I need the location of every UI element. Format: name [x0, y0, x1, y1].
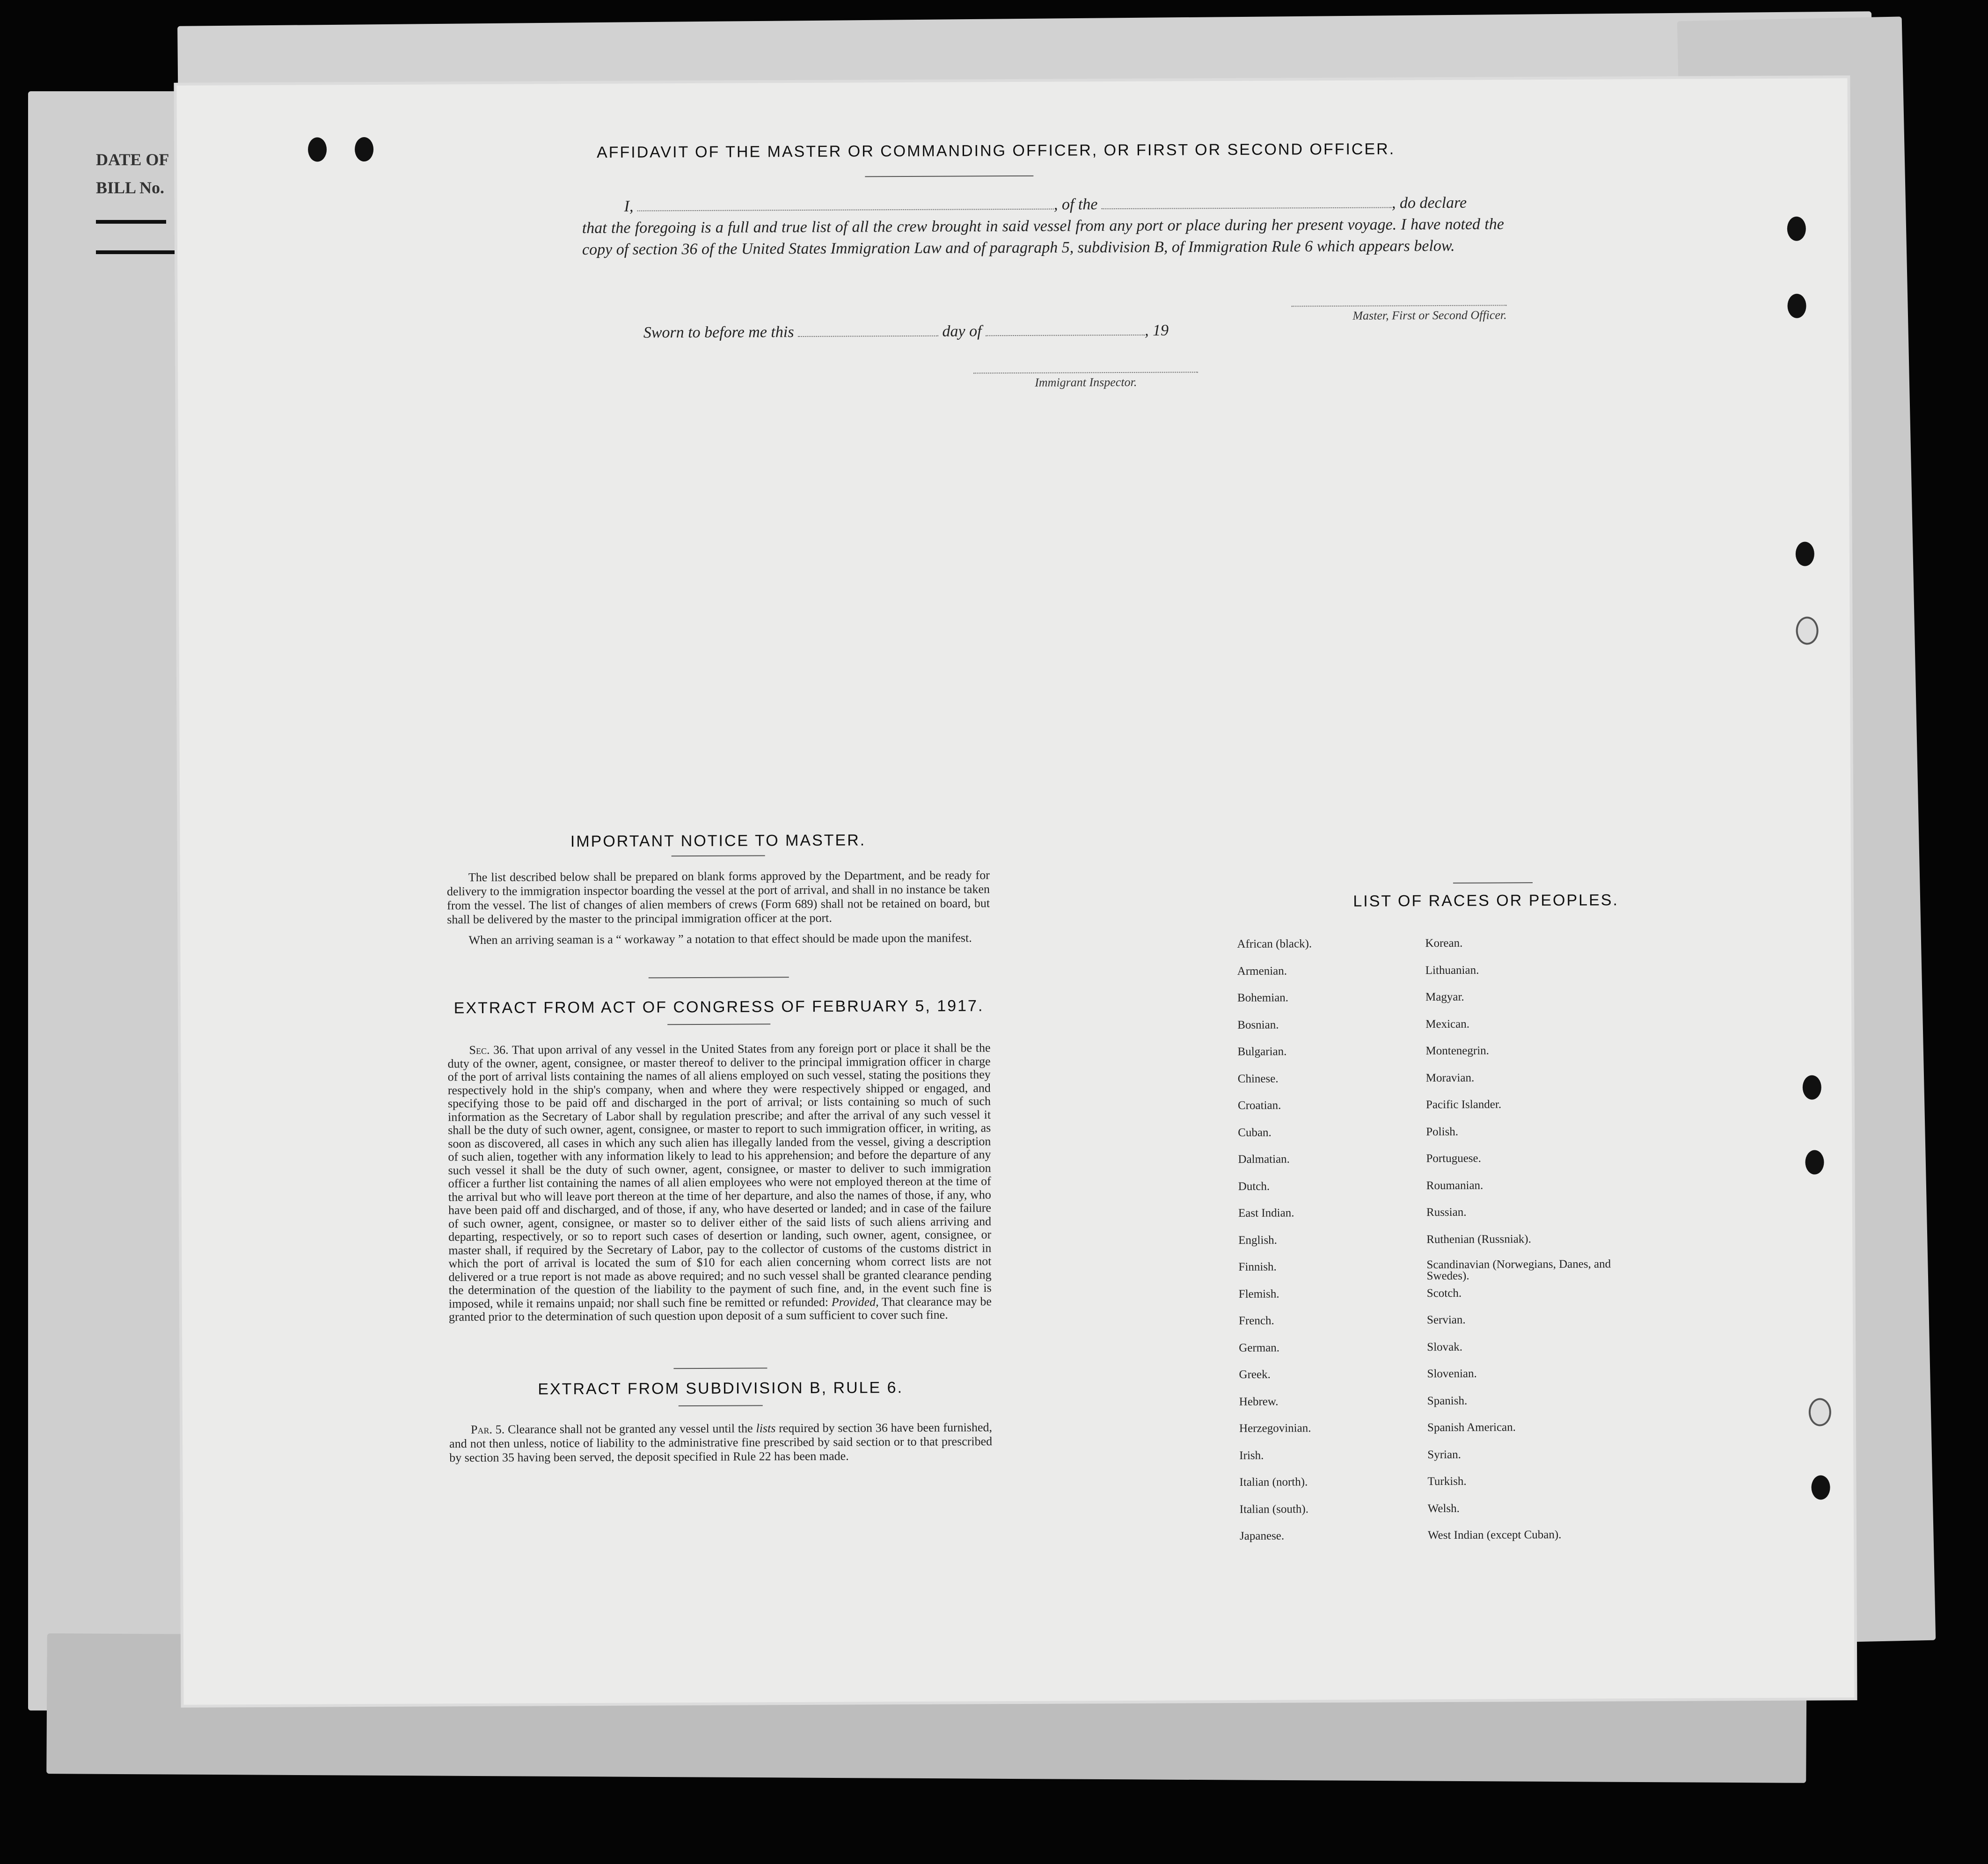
race-item: Italian (north).	[1239, 1476, 1308, 1489]
race-item: Mexican.	[1425, 1017, 1470, 1031]
stub-bill-label: BILL No.	[96, 178, 165, 197]
race-item: Russian.	[1426, 1206, 1467, 1219]
signature-line	[1292, 304, 1507, 307]
race-item: Spanish American.	[1427, 1421, 1516, 1434]
race-item: Dalmatian.	[1238, 1153, 1290, 1166]
races-column-right	[1425, 936, 1624, 1555]
rule-text-b: required by section 36 have been furnished, and not then unless, notice of liability to the administrative fine prescribed by said section or to that prescribed by section 35 having been served, the deposit specified in Rule 22 has been made.	[449, 1420, 993, 1465]
affidavit-declaration	[582, 192, 1505, 261]
race-item: Syrian.	[1427, 1448, 1461, 1461]
sworn-date-blank	[798, 322, 938, 337]
race-item: Ruthenian (Russniak).	[1426, 1232, 1531, 1246]
race-item: Chinese.	[1237, 1072, 1279, 1085]
race-item: Lithuanian.	[1425, 964, 1479, 977]
race-item: Finnish.	[1238, 1260, 1277, 1273]
race-item: Cuban.	[1238, 1126, 1272, 1139]
punch-hole	[1796, 542, 1814, 566]
vessel-name-blank	[1102, 193, 1392, 209]
signature-label: Master, First or Second Officer.	[1352, 308, 1507, 322]
race-item: Herzegovinian.	[1239, 1422, 1311, 1435]
affidavit-of-the: , of the	[1053, 196, 1098, 213]
race-item: Magyar.	[1425, 990, 1464, 1004]
race-item: Slovenian.	[1427, 1367, 1477, 1381]
affidavit-do-declare: , do declare	[1391, 194, 1467, 212]
punch-hole	[1811, 1475, 1830, 1499]
stub-date-label: DATE OF	[96, 150, 169, 169]
section-rule	[1453, 882, 1533, 884]
race-item: Hebrew.	[1239, 1395, 1279, 1408]
race-item: African (black).	[1237, 937, 1312, 950]
punch-hole	[1787, 217, 1806, 241]
race-item: Italian (south).	[1239, 1502, 1309, 1516]
inspector-label: Immigrant Inspector.	[1035, 375, 1137, 389]
race-item: West Indian (except Cuban).	[1427, 1528, 1562, 1542]
sworn-year: , 19	[1144, 322, 1169, 339]
race-item: Turkish.	[1427, 1475, 1467, 1488]
act-heading: EXTRACT FROM ACT OF CONGRESS OF FEBRUARY 5, 1917.	[453, 997, 984, 1017]
act-body	[447, 1041, 992, 1324]
race-item: Polish.	[1426, 1125, 1459, 1138]
punch-hole	[1796, 617, 1818, 645]
inspector-signature-line	[973, 371, 1198, 373]
notice-body	[447, 868, 990, 954]
rule-lists-word: lists	[756, 1421, 776, 1435]
act-section-label: Sec. 36.	[469, 1043, 509, 1057]
race-item: Dutch.	[1238, 1180, 1270, 1193]
affidavit-i: I,	[624, 197, 634, 215]
race-item: Slovak.	[1427, 1340, 1463, 1353]
race-item: French.	[1238, 1314, 1274, 1327]
race-item: Croatian.	[1237, 1099, 1281, 1112]
punch-hole	[1803, 1075, 1821, 1099]
race-item: Pacific Islander.	[1425, 1098, 1502, 1111]
punch-hole	[1805, 1150, 1824, 1174]
race-item: Korean.	[1425, 936, 1463, 950]
heading-rule	[667, 1023, 770, 1025]
race-item: Bulgarian.	[1237, 1045, 1287, 1058]
rule-text-a: Clearance shall not be granted any vessel until the	[508, 1421, 753, 1436]
notice-paragraph-2: When an arriving seaman is a “ workaway ” a notation to that effect should be made upon the manifest.	[468, 931, 972, 947]
act-proviso-text: That clearance may be granted prior to the determination of such question upon deposit of a sum sufficient to cover such fine.	[448, 1294, 992, 1324]
sworn-day-of: day of	[942, 322, 982, 340]
heading-rule	[865, 175, 1033, 177]
stub-rule	[96, 250, 175, 254]
heading-rule	[672, 855, 765, 856]
sworn-text: Sworn to before me this	[643, 323, 794, 342]
race-item: Roumanian.	[1426, 1179, 1484, 1192]
rule-par-label: Par. 5.	[470, 1422, 505, 1437]
race-item: Scotch.	[1426, 1287, 1462, 1300]
punch-hole	[1787, 294, 1806, 318]
affidavit-sentence: that the foregoing is a full and true list of all the crew brought in said vessel from any port or place during her present voyage. I have noted the copy of section 36 of the United States Immigration Law and of paragraph 5, subdivision B, of Immigration Rule 6 which appears below.	[582, 215, 1504, 259]
notice-heading: IMPORTANT NOTICE TO MASTER.	[570, 831, 866, 851]
race-item: Spanish.	[1427, 1394, 1468, 1407]
form-page	[176, 78, 1854, 1705]
race-item: English.	[1238, 1234, 1277, 1247]
inspector-block	[964, 366, 1207, 390]
race-item: Welsh.	[1427, 1502, 1460, 1515]
race-item: German.	[1239, 1341, 1280, 1354]
race-item: East Indian.	[1238, 1206, 1294, 1220]
race-item: Portuguese.	[1426, 1152, 1481, 1165]
race-item: Bosnian.	[1237, 1018, 1279, 1031]
race-item: Scandinavian (Norwegians, Danes, and Swedes).	[1426, 1257, 1611, 1283]
act-paragraph	[447, 1041, 992, 1324]
punch-hole	[1809, 1398, 1831, 1426]
stub-rule	[96, 220, 166, 224]
sworn-line	[643, 320, 1252, 344]
races-heading: LIST OF RACES OR PEOPLES.	[1353, 891, 1619, 910]
notice-paragraph-1: The list described below shall be prepared on blank forms approved by the Department, and be ready for delivery to the immigration inspector boarding the vessel at the port of arrival, and shall in no instance be taken from the vessel. The list of changes of alien members of crews (Form 689) shall not be retained on board, but shall be delivered by the master to the principal immigration officer at the port.	[446, 868, 990, 927]
act-proviso-label: Provided,	[831, 1294, 879, 1309]
race-item: Greek.	[1239, 1368, 1271, 1381]
heading-rule	[679, 1405, 763, 1406]
rule-paragraph	[449, 1420, 992, 1465]
affidavit-heading: AFFIDAVIT OF THE MASTER OR COMMANDING OFFICER, OR FIRST OR SECOND OFFICER.	[596, 140, 1396, 161]
act-text: That upon arrival of any vessel in the United States from any foreign port or place it shall be the duty of the owner, agent, consignee, or master thereof to deliver to the principal immigration officer in charge of the port of arrival lists containing the names of all aliens employed on such vessel, stating the positions they respectively hold in the ship's company, when and where they were respectively shipped or engaged, and specifying those to be paid off and discharged in the port of arrival; or lists containing so much of such information as the Secretary of Labor shall by regulation prescribe; and after the arrival of any such vessel it shall be the duty of such owner, agent, consignee, or master to report to such immigration officer, in writing, as soon as discovered, all cases in which any such alien has illegally landed from the vessel, giving a description of such alien, together with any information likely to lead to his apprehension; and before the departure of any such vessel it shall be the duty of such owner, agent, consignee, or master to deliver to such immigration officer a further list containing the names of all alien employees who were not employed thereon at the time of the arrival but who will leave port thereon at the time of her departure, and also the names of those, if any, who have been paid off and discharged, and of those, if any, who have deserted or landed; and in case of the failure of such owner, agent, consignee, or master so to deliver either of the said lists of such aliens arriving and departing, respectively, or so to report such cases of desertion or landing, such owner, agent, consignee, or master shall, if required by the Secretary of Labor, pay to the collector of customs of the customs district in which the port of arrival is located the sum of $10 for each alien concerning whom correct lists are not delivered or a true report is not made as above required; and no such vessel shall be granted clearance pending the determination of the question of the liability to the payment of such fine, and, in the event such fine is imposed, while it remains unpaid; nor shall such fine be remitted or refunded:	[447, 1041, 992, 1310]
sworn-month-blank	[986, 321, 1145, 336]
race-item: Flemish.	[1238, 1287, 1279, 1301]
race-item: Armenian.	[1237, 964, 1287, 978]
rule-body	[449, 1420, 992, 1465]
race-item: Bohemian.	[1237, 991, 1289, 1004]
race-item: Irish.	[1239, 1449, 1264, 1462]
section-rule	[673, 1367, 767, 1369]
rule-heading: EXTRACT FROM SUBDIVISION B, RULE 6.	[538, 1379, 904, 1398]
race-item: Moravian.	[1425, 1071, 1475, 1084]
race-item: Japanese.	[1239, 1529, 1285, 1542]
race-item: Servian.	[1426, 1313, 1466, 1327]
race-item: Montenegrin.	[1425, 1044, 1489, 1058]
races-column-left	[1237, 936, 1418, 1556]
master-name-blank	[637, 195, 1054, 212]
section-rule	[649, 977, 789, 978]
